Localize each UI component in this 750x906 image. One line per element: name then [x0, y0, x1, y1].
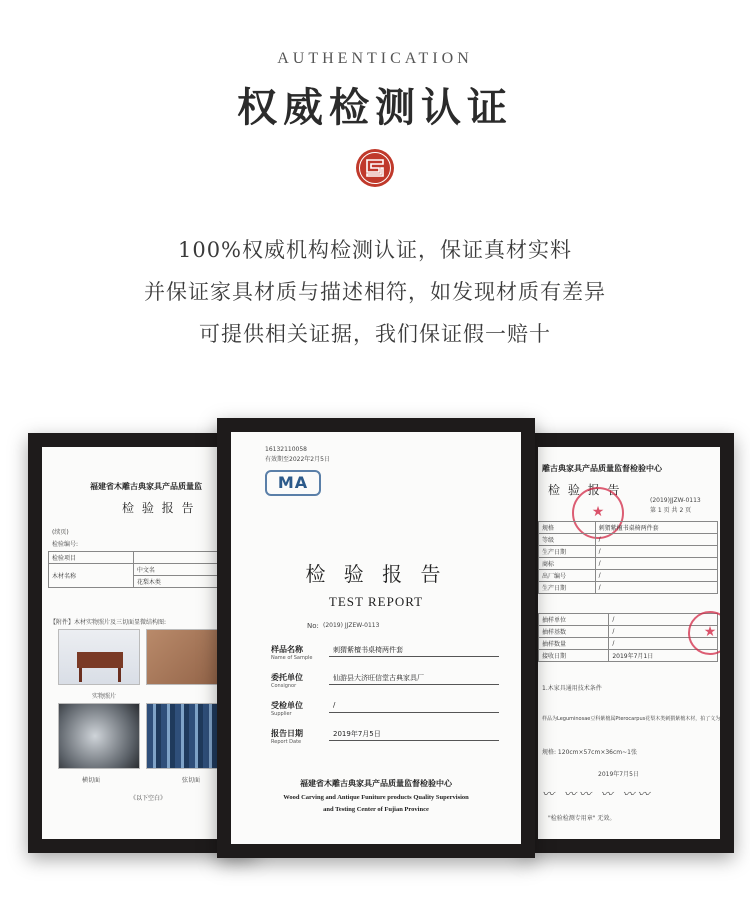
- table-cell: 抽样单位: [539, 614, 609, 626]
- center-doc-org-cn: 福建省木雕古典家具产品质量监督检验中心: [300, 779, 452, 788]
- table-cell: /: [609, 614, 718, 626]
- description-line-3: 可提供相关证据，我们保证假一赔十: [199, 322, 551, 346]
- center-doc-validity: 有效期至2022年2月5日: [265, 456, 330, 463]
- center-certificate-paper: [231, 432, 521, 844]
- table-cell: 中文名: [133, 564, 218, 576]
- table-cell: 2019年7月1日: [609, 650, 718, 662]
- table-cell: /: [595, 582, 717, 594]
- field-label: 受检单位: [271, 701, 303, 710]
- field-value: 刺猬紫檀书桌椅两件套: [333, 646, 403, 654]
- table-cell: 检验项目: [49, 552, 134, 564]
- field-label: 委托单位: [271, 673, 303, 682]
- field-label: 样品名称: [271, 645, 303, 654]
- table-cell: 出厂编号: [539, 570, 596, 582]
- right-doc-note-3: 规格: 120cm×57cm×36cm~1张: [542, 749, 637, 756]
- field-value: 2019年7月5日: [333, 730, 381, 738]
- right-doc-note-1: 1.木家具通用技术条件: [542, 685, 602, 692]
- table-cell: 商标: [539, 558, 596, 570]
- cma-logo: MA: [265, 470, 321, 496]
- table-cell: 生产日期: [539, 546, 596, 558]
- header: [0, 0, 750, 380]
- center-doc-title: 检 验 报 告: [305, 562, 447, 586]
- field-value: 仙游县大济旺信堂古典家具厂: [333, 674, 424, 682]
- right-doc-footer: "检验检测专用章" 无效。: [548, 815, 616, 822]
- chinese-knot-emblem-icon: [355, 148, 395, 188]
- center-doc-title-en: TEST REPORT: [328, 594, 424, 609]
- description-line-2: 并保证家具材质与描述相符，如发现材质有差异: [144, 280, 606, 304]
- center-doc-org-en-1: Wood Carving and Antique Funiture products Quality Supervision: [283, 794, 469, 801]
- table-cell: 抽样基数: [539, 626, 609, 638]
- right-doc-note-2: 样品为Leguminosae豆科紫檀属Pterocarpus花梨木类刺猬紫檀木材，拍了文为: [542, 716, 720, 722]
- field-label: 报告日期: [271, 729, 303, 738]
- right-doc-table-upper: [538, 521, 718, 594]
- right-doc-number: (2019)JJZW-0113: [650, 497, 701, 504]
- right-doc-org: 雕古典家具产品质量监督检验中心: [542, 464, 662, 473]
- field-label-en: Consignor: [271, 683, 297, 689]
- table-cell: 抽样数量: [539, 638, 609, 650]
- table-cell: 生产日期: [539, 582, 596, 594]
- table-cell: 木材名称: [49, 564, 134, 588]
- left-certificate-paper: [42, 447, 242, 839]
- left-doc-footer: 《以下空白》: [130, 795, 167, 802]
- field-value: /: [333, 701, 336, 709]
- left-caption-radial: 弦切面: [182, 777, 201, 784]
- right-doc-title: 检 验 报 告: [548, 483, 622, 497]
- table-cell: /: [595, 546, 717, 558]
- table-cell: /: [609, 626, 718, 638]
- left-caption-photo: 实物照片: [92, 693, 117, 700]
- eyebrow-text: AUTHENTICATION: [277, 50, 473, 67]
- left-doc-sample: (续页): [52, 529, 69, 536]
- signatures-image: 〰 〰〰 〰 〰〰: [542, 787, 653, 801]
- field-label-en: Supplier: [271, 711, 292, 717]
- field-label-en: Report Date: [271, 739, 302, 745]
- table-cell: 规格: [539, 522, 596, 534]
- description-line-1: 100%权威机构检测认证，保证真材实料: [177, 238, 573, 262]
- right-certificate-frame: [524, 433, 734, 853]
- table-cell: 刺猬紫檀书桌椅两件套: [595, 522, 717, 534]
- center-doc-no-value: (2019) JJZEW-0113: [323, 622, 380, 629]
- left-caption-cross: 横切面: [82, 777, 101, 784]
- right-doc-page: 第 1 页 共 2 页: [650, 507, 692, 514]
- center-doc-org-en-2: and Testing Center of Fujian Province: [323, 806, 429, 813]
- table-cell: /: [595, 558, 717, 570]
- left-doc-table: [48, 551, 238, 588]
- right-certificate-paper: [538, 447, 720, 839]
- cross-section-micrograph: [58, 703, 140, 769]
- left-doc-title: 福建省木雕古典家具产品质量监: [90, 482, 202, 491]
- table-cell: /: [595, 570, 717, 582]
- field-label-en: Name of Sample: [271, 655, 313, 661]
- field-supplier: [271, 700, 501, 726]
- center-doc-no-label: No:: [307, 622, 319, 630]
- center-doc-serial: 16132110058: [265, 446, 307, 453]
- table-cell: 等级: [539, 534, 596, 546]
- table-cell: 接收日期: [539, 650, 609, 662]
- table-cell: 花梨木类: [133, 576, 218, 588]
- field-report-date: [271, 728, 501, 754]
- page-title: 权威检测认证: [237, 84, 513, 131]
- left-doc-attach-note: 【附件】木材实物照片及三切面显微结构图:: [50, 619, 167, 626]
- field-sample-name: [271, 644, 501, 670]
- furniture-photo: [58, 629, 140, 685]
- table-cell: /: [609, 638, 718, 650]
- center-certificate-frame: [217, 418, 535, 858]
- table-cell: /: [595, 534, 717, 546]
- left-doc-subtitle: 检 验 报 告: [122, 501, 196, 515]
- right-doc-date: 2019年7月5日: [598, 771, 639, 778]
- left-doc-number: 检验编号:: [52, 541, 79, 548]
- field-consignor: [271, 672, 501, 698]
